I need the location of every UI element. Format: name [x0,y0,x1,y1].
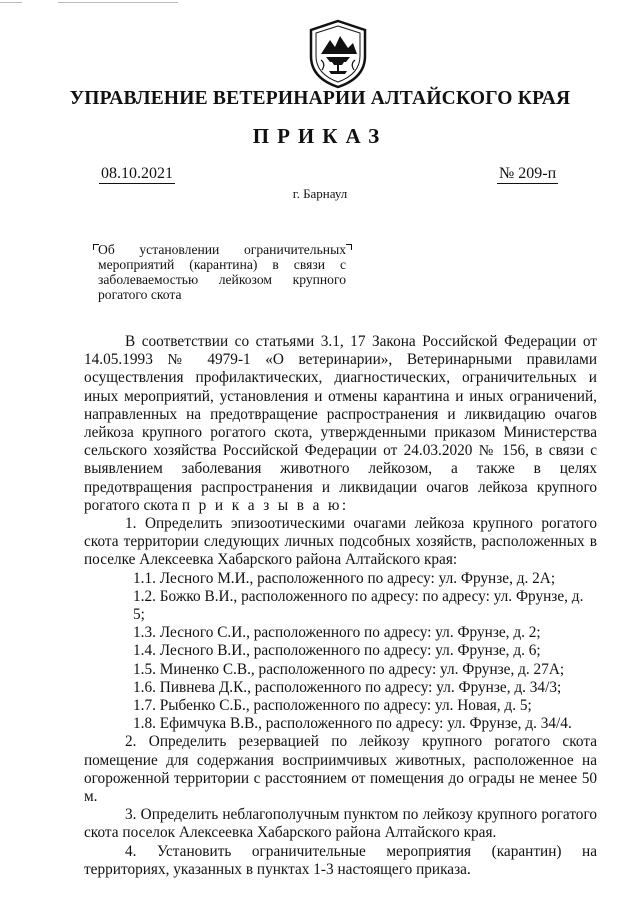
subitem-1-3: 1.3. Лесного С.И., расположенного по адресу: ул. Фрунзе, д. 2; [133,624,541,642]
item-1: 1. Определить эпизоотическими очагами лейкоза крупного рогатого скота территории следующих личных подсобных хозяйств, расположенных в поселке Алексеевка Хабарского района Алтайского края: [84,515,597,569]
document-subject: Об установлении ограничительных мероприятий (карантина) в связи с заболеваемостью лейкозом крупного рогатого скота [98,242,346,302]
subitem-1-2: 1.2. Божко В.И., расположенного по адресу: по адресу: ул. Фрунзе, д. 5; [133,587,584,624]
prikazyvayu-word: п р и к а з ы в а ю: [181,496,349,514]
document-city: г. Барнаул [292,186,348,201]
preamble-text: В соответствии со статьями 3.1, 17 Закона Российской Федерации от 14.05.1993 № 4979-1 «О ветеринарии», Ветеринарными правилами осуществления профилактических, диагностических, ограничительных и иных мероприятий, установления и отмены карантина и иных ограничений, направленных на предотвращение распространения и ликвидацию очагов лейкоза крупного рогатого скота, утвержденными приказом Министерства сельского хозяйства Российской Федерации от 24.03.2020 № 156, в связи с выявлением заболевания животного лейкозом, а также в целях предотвращения распространения и ликвидации очагов лейкоза крупного рогатого скота [84,333,597,514]
item-4: 4. Установить ограничительные мероприятия (карантин) на территориях, указанных в пунктах 1-3 настоящего приказа. [84,842,597,878]
subitem-1-1: 1.1. Лесного М.И., расположенного по адресу: ул. Фрунзе, д. 2А; [133,569,556,587]
document-date: 08.10.2021 [101,165,173,182]
document-number: № 209-п [499,165,557,182]
subitem-1-5: 1.5. Миненко С.В., расположенного по адресу: ул. Фрунзе, д. 27А; [133,660,565,678]
coat-of-arms-emblem [302,18,374,90]
document-body [84,333,597,879]
organization-title: УПРАВЛЕНИЕ ВЕТЕРИНАРИИ АЛТАЙСКОГО КРАЯ [69,88,571,109]
subject-bracket-right [346,244,352,250]
subitem-1-6: 1.6. Пивнева Д.К., расположенного по адресу: ул. Фрунзе, д. 34/3; [133,678,562,696]
subitem-1-4: 1.4. Лесного В.И., расположенного по адресу: ул. Фрунзе, д. 6; [133,642,541,660]
document-type: ПРИКАЗ [252,124,388,148]
preamble-paragraph [84,333,597,515]
subitem-1-8: 1.8. Ефимчука В.В., расположенного по адресу: ул. Фрунзе, д. 34/4. [133,715,572,733]
item-3: 3. Определить неблагополучным пунктом по лейкозу крупного рогатого скота поселок Алексеевка Хабарского района Алтайского края. [84,806,597,842]
top-edge-line [58,2,178,3]
top-edge-line [0,2,22,3]
subitem-1-7: 1.7. Рыбенко С.Б., расположенного по адресу: ул. Новая, д. 5; [133,697,532,715]
item-2: 2. Определить резервацией по лейкозу крупного рогатого скота помещение для содержания восприимчивых животных, расположенное на огороженной территории с расстоянием от помещения до ограды не менее 50 м. [84,733,597,806]
